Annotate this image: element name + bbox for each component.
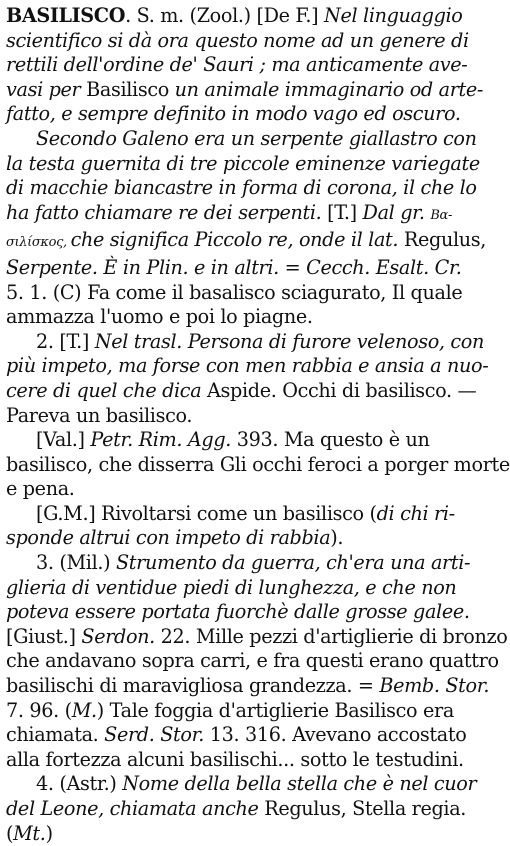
text-segment: Aspide. Occhi di basilisco. — bbox=[207, 378, 477, 402]
text-line bbox=[6, 126, 477, 152]
text-line bbox=[6, 329, 484, 355]
text-segment: [Val.] bbox=[36, 428, 91, 452]
text-line bbox=[6, 428, 460, 453]
text-segment: 2. [T.] bbox=[36, 329, 95, 353]
text-line bbox=[6, 649, 499, 674]
text-line bbox=[6, 797, 467, 822]
text-segment: del Leone, chiamata anche bbox=[6, 797, 265, 820]
text-line bbox=[6, 256, 460, 281]
text-segment: [Giust.] bbox=[6, 624, 82, 648]
text-line bbox=[6, 477, 460, 502]
text-segment: Serd. Stor. bbox=[104, 723, 210, 747]
text-segment: 22. Mille pezzi d'artiglierie di bronzo bbox=[160, 624, 508, 648]
text-line bbox=[6, 502, 460, 527]
text-segment: poteva essere portata fuorchè dalle grosse galee. bbox=[6, 600, 470, 624]
text-line bbox=[6, 228, 486, 256]
text-segment: ). bbox=[330, 526, 344, 550]
text-segment: ) bbox=[45, 821, 53, 845]
text-line bbox=[6, 600, 470, 625]
text-line bbox=[6, 53, 468, 78]
text-segment: alla fortezza alcuni basilischi... sotto le testudini. bbox=[6, 747, 464, 771]
text-segment: Petr. Rim. Agg. bbox=[90, 428, 237, 452]
text-segment: Bemb. Stor. bbox=[379, 674, 490, 698]
text-line bbox=[6, 551, 471, 576]
text-segment: di chi ri- bbox=[376, 501, 455, 525]
text-segment: vasi per bbox=[6, 77, 87, 101]
text-segment: [G.M.] Rivoltarsi come un basilisco ( bbox=[36, 501, 377, 525]
text-segment: scientifico si dà ora questo nome ad un genere di bbox=[6, 28, 469, 52]
text-segment: Nome della bella stella che è nel cuor bbox=[122, 772, 477, 796]
text-line bbox=[6, 747, 464, 773]
text-segment: 5. 1. (C) Fa come il basalisco sciagurato, Il quale bbox=[6, 280, 463, 304]
text-segment: e pena. bbox=[6, 477, 75, 501]
text-segment: [T.] bbox=[327, 200, 363, 224]
text-segment: glieria di ventidue piedi di lunghezza, e che non bbox=[6, 575, 457, 599]
text-line bbox=[6, 526, 460, 551]
text-line bbox=[6, 576, 460, 601]
text-segment: Nel trasl. Persona di furore velenoso, con bbox=[94, 329, 484, 353]
text-segment: 13. 316. Avevano accostato bbox=[209, 723, 467, 747]
text-segment: basilischi di maravigliosa grandezza. = bbox=[6, 674, 380, 698]
text-segment: Βα- bbox=[430, 207, 453, 223]
text-segment: la testa guernita di tre piccole eminenze variegate bbox=[6, 151, 480, 175]
text-segment: Dal gr. bbox=[362, 200, 431, 224]
text-segment: chiamata. bbox=[6, 723, 105, 747]
text-line bbox=[6, 305, 460, 330]
text-segment: più impeto, ma forse con men rabbia e ansia a nuo- bbox=[6, 354, 489, 378]
text-line bbox=[6, 28, 469, 54]
text-segment: di macchie biancastre in forma di corona, il che lo bbox=[6, 176, 477, 200]
text-segment: che significa Piccolo re, onde il lat. bbox=[70, 228, 404, 252]
text-segment: . S. m. (Zool.) [De F.] bbox=[125, 4, 325, 27]
text-segment: M. bbox=[71, 698, 97, 722]
text-segment: Pareva un basilisco. bbox=[6, 403, 193, 427]
headword: BASILISCO bbox=[6, 4, 126, 27]
text-line bbox=[6, 102, 460, 127]
text-segment: Basilisco bbox=[86, 77, 175, 101]
text-segment: Mt. bbox=[13, 821, 46, 845]
text-line bbox=[6, 378, 477, 404]
text-segment: Secondo Galeno era un serpente giallastro con bbox=[36, 126, 477, 150]
text-segment: fatto, e sempre definito in modo vago ed oscuro. bbox=[6, 102, 461, 126]
text-line bbox=[6, 772, 477, 797]
text-line bbox=[6, 77, 484, 103]
text-segment: rettili dell'ordine de' Sauri ; ma anticamente ave- bbox=[6, 53, 468, 77]
text-line bbox=[6, 723, 467, 748]
text-segment: σιλίσκος, bbox=[6, 235, 71, 251]
text-line bbox=[6, 201, 460, 229]
text-segment: Serdon. bbox=[81, 624, 161, 648]
text-line bbox=[6, 699, 460, 724]
text-line bbox=[6, 822, 460, 846]
text-segment: 3. (Mil.) bbox=[36, 551, 116, 575]
text-segment: 393. Ma questo è un bbox=[236, 428, 430, 452]
text-segment: ( bbox=[6, 821, 14, 845]
text-segment: sponde altrui con impeto di rabbia bbox=[6, 526, 331, 550]
text-segment: 4. (Astr.) bbox=[36, 772, 123, 796]
text-segment: Serpente. È in Plin. e in altri. = Cecch. Esalt. Cr. bbox=[6, 255, 462, 279]
text-segment: Regulus, bbox=[403, 228, 486, 252]
text-line bbox=[6, 354, 489, 379]
text-segment: cere di quel che dica bbox=[6, 378, 208, 402]
text-segment: ) Tale foggia d'artiglierie Basilisco era bbox=[96, 698, 454, 722]
text-segment: 7. 96. ( bbox=[6, 698, 72, 722]
text-segment: che andavano sopra carri, e fra questi erano quattro bbox=[6, 649, 499, 673]
text-line bbox=[6, 280, 463, 306]
text-line bbox=[6, 176, 477, 201]
text-line bbox=[6, 4, 463, 29]
text-segment: ha fatto chiamare re dei serpenti. bbox=[6, 200, 328, 224]
text-line bbox=[6, 404, 460, 429]
text-line bbox=[6, 151, 480, 177]
text-segment: basilisco, che disserra Gli occhi feroci a porger morte bbox=[6, 452, 510, 476]
text-line bbox=[6, 674, 490, 699]
text-line bbox=[6, 452, 510, 478]
text-segment: Regulus, Stella regia. bbox=[264, 797, 467, 820]
text-line bbox=[6, 624, 508, 650]
text-segment: Strumento da guerra, ch'era una arti- bbox=[116, 551, 471, 575]
text-segment: un animale immaginario od arte- bbox=[174, 77, 484, 101]
text-segment: Nel linguaggio bbox=[324, 4, 463, 27]
text-segment: ammazza l'uomo e poi lo piagne. bbox=[6, 305, 313, 329]
